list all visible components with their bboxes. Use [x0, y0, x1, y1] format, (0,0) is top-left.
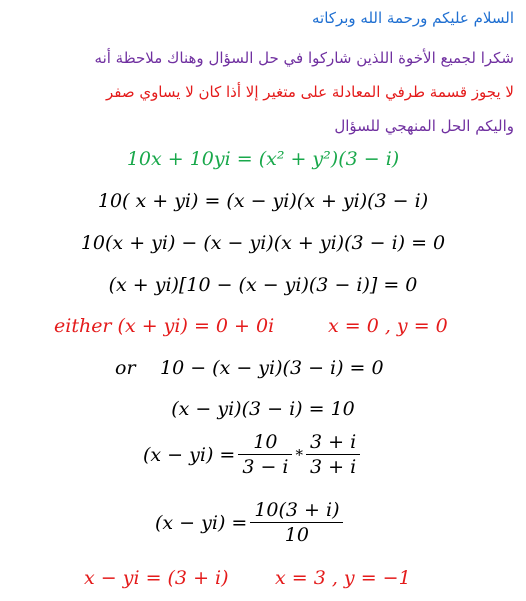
equation-3: 10(x + yi) − (x − yi)(x + yi)(3 − i) = 0 [80, 232, 446, 254]
equation-10-solution: x = 3 , y = −1 [275, 567, 411, 589]
equation-1: 10x + 10yi = (x² + y²)(3 − i) [126, 148, 400, 170]
equation-5-solution: x = 0 , y = 0 [328, 315, 448, 337]
note-line-1: شكرا لجميع الأخوة اللذين شاركوا في حل السؤال وهناك ملاحظة أنه [94, 49, 514, 67]
equation-4: (x + yi)[10 − (x − yi)(3 − i)] = 0 [108, 274, 418, 296]
equation-7: (x − yi)(3 − i) = 10 [171, 398, 355, 420]
fraction-1-numerator: 10 [238, 430, 292, 455]
fraction-3-numerator: 10(3 + i) [250, 498, 343, 523]
fraction-1 [238, 430, 292, 479]
fraction-3-denominator: 10 [284, 524, 309, 546]
equation-8 [143, 430, 363, 479]
equation-6-or: or [115, 357, 136, 379]
equation-8-lhs: (x − yi) = [143, 443, 236, 466]
note-line-2: لا يجوز قسمة طرفي المعادلة على متغير إلا أذا كان لا يساوي صفر [105, 83, 514, 101]
fraction-2-denominator: 3 + i [309, 456, 357, 478]
fraction-1-denominator: 3 − i [242, 456, 289, 478]
equation-5-either: either (x + yi) = 0 + 0i [54, 315, 275, 337]
equation-2: 10( x + yi) = (x − yi)(x + yi)(3 − i) [97, 190, 429, 212]
equation-10-left: x − yi = (3 + i) [84, 567, 229, 589]
multiply-operator: * [295, 445, 303, 464]
fraction-3 [250, 498, 343, 547]
fraction-2-numerator: 3 + i [306, 430, 360, 455]
equation-9-lhs: (x − yi) = [155, 511, 248, 534]
fraction-2 [306, 430, 360, 479]
note-line-3: واليكم الحل المنهجي للسؤال [334, 117, 514, 135]
greeting-line: السلام عليكم ورحمة الله وبركاته [312, 9, 514, 27]
equation-6: 10 − (x − yi)(3 − i) = 0 [160, 357, 384, 379]
equation-9 [155, 498, 346, 547]
